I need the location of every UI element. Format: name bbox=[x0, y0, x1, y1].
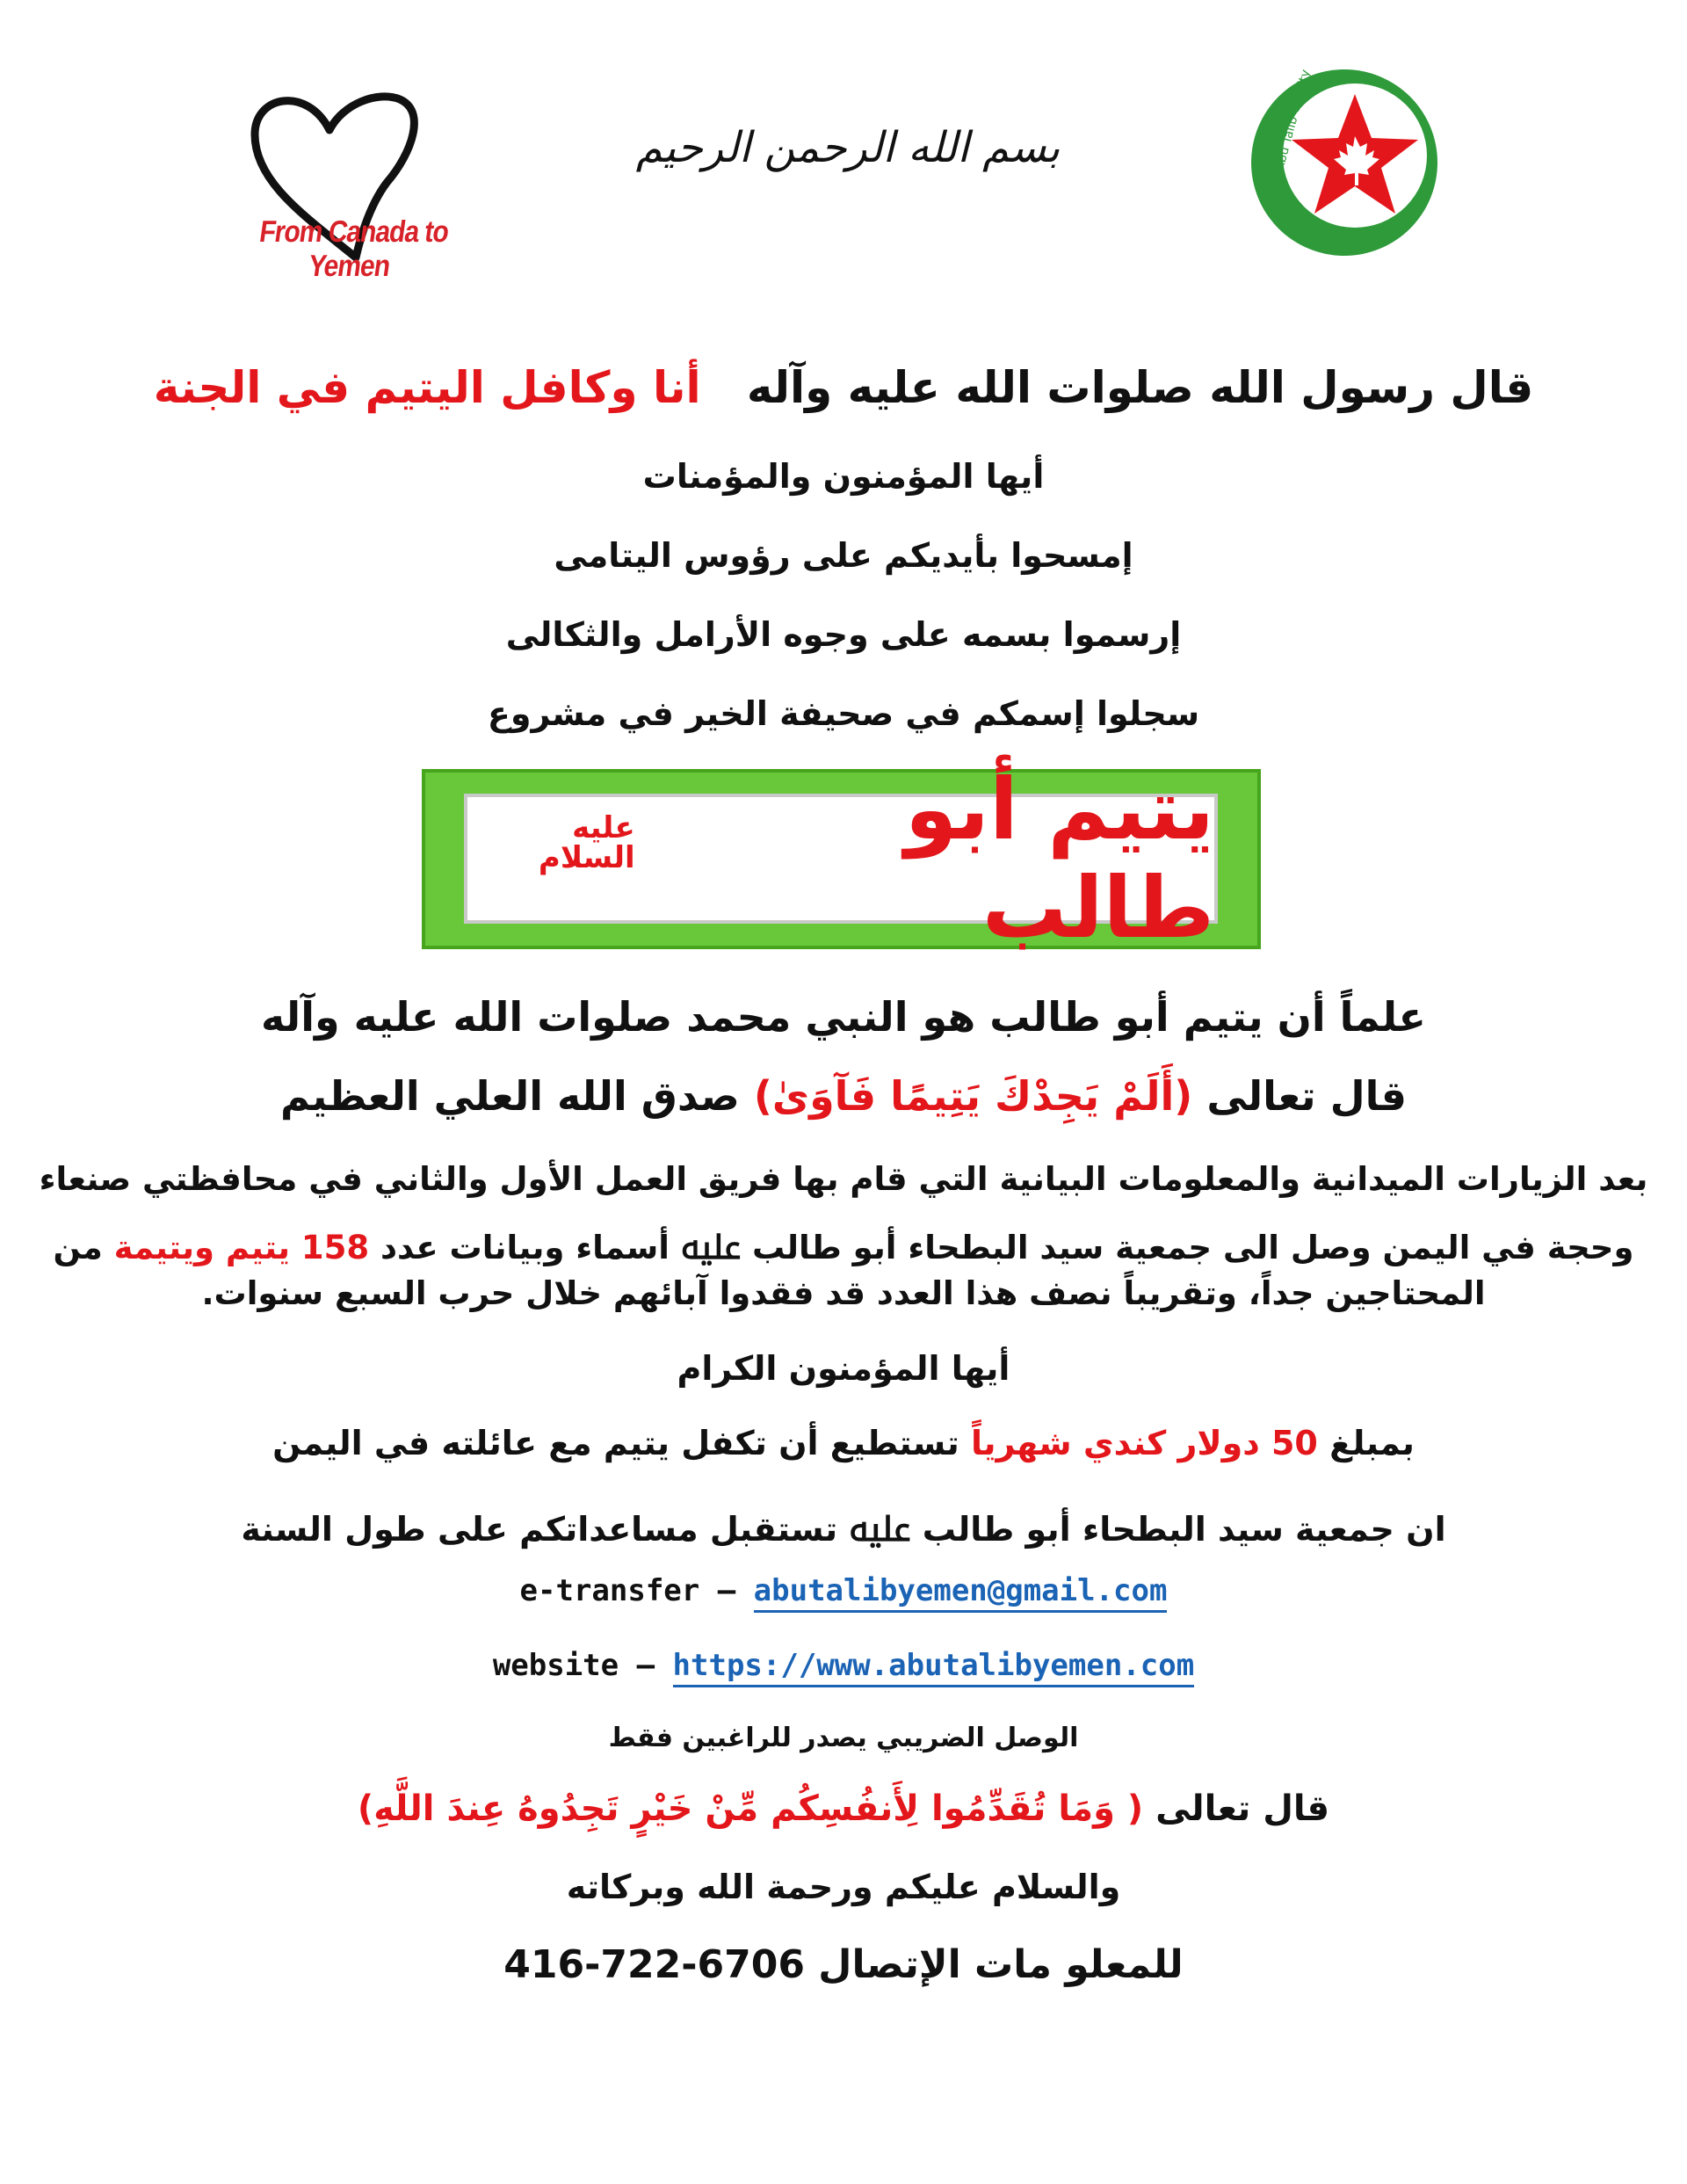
amount-value: 50 bbox=[1271, 1424, 1318, 1462]
project-banner bbox=[422, 760, 1261, 957]
hadith-line bbox=[0, 362, 1687, 413]
receipt-note: الوصل الضريبي يصدر للراغبين فقط bbox=[608, 1723, 1079, 1753]
note-line: علماً أن يتيم أبو طالب هو النبي محمد صلوات الله عليه وآله bbox=[261, 993, 1426, 1041]
intro-line-1: أيها المؤمنون والمؤمنات bbox=[642, 457, 1045, 496]
project-banner-title: يتيم أبو طالب bbox=[904, 760, 1214, 957]
body-line-3: المحتاجين جداً، وتقريباً نصف هذا العدد قد فقدوا آبائهم خلال حرب السبع سنوات. bbox=[201, 1274, 1486, 1312]
verse2-line bbox=[0, 1789, 1687, 1829]
amount-prefix: بمبلغ bbox=[1329, 1424, 1415, 1462]
amount-suffix: تستطيع أن تكفل يتيم مع عائلته في اليمن bbox=[272, 1424, 959, 1462]
verse-quote: (أَلَمْ يَجِدْكَ يَتِيمًا فَآوَىٰ) bbox=[753, 1072, 1193, 1120]
appeal-greeting: أيها المؤمنون الكرام bbox=[677, 1349, 1010, 1388]
hadith-prefix: قال رسول الله صلوات الله عليه وآله bbox=[746, 362, 1534, 413]
intro-line-2: إمسحوا بأيديكم على رؤوس اليتامى bbox=[554, 536, 1133, 575]
intro-line-4: سجلوا إسمكم في صحيفة الخير في مشروع bbox=[487, 694, 1200, 733]
verse-suffix: صدق الله العلي العظيم bbox=[279, 1072, 740, 1120]
etransfer-line bbox=[0, 1573, 1687, 1608]
project-banner-honorific: عليه السلام bbox=[538, 810, 635, 875]
amount-line bbox=[0, 1424, 1687, 1462]
amount-currency: دولار كندي شهرياً bbox=[970, 1424, 1260, 1462]
phone-label: للمعلو مات الإتصال bbox=[818, 1942, 1184, 1987]
phone-line bbox=[0, 1942, 1687, 1987]
orphan-count: 158 bbox=[300, 1229, 370, 1266]
body-line-2-part2: من bbox=[53, 1229, 103, 1266]
verse-prefix: قال تعالى bbox=[1206, 1072, 1408, 1120]
website-link[interactable]: https://www.abutalibyemen.com bbox=[673, 1648, 1195, 1687]
body-line-2 bbox=[0, 1217, 1687, 1279]
verse-line bbox=[0, 1072, 1687, 1120]
phone-number: 416-722-6706 bbox=[503, 1942, 805, 1987]
heart-caption: From Canada to Yemen bbox=[257, 214, 451, 283]
hadith-quote: أنا وكافل اليتيم في الجنة bbox=[153, 362, 701, 413]
seal-text: Abu Talib Charity bbox=[1272, 68, 1314, 173]
website-line bbox=[0, 1648, 1687, 1683]
orphan-label: يتيم ويتيمة bbox=[113, 1229, 290, 1266]
charity-seal-logo bbox=[1248, 66, 1441, 259]
body-line-1: بعد الزيارات الميدانية والمعلومات البيانية التي قام بها فريق العمل الأول والثاني في محافظتي صنعاء bbox=[39, 1160, 1648, 1198]
intro-line-3: إرسموا بسمه على وجوه الأرامل والثكالى bbox=[505, 615, 1182, 654]
basmala-calligraphy: بسم الله الرحمن الرحيم bbox=[635, 123, 1061, 172]
website-label: website – bbox=[492, 1648, 655, 1683]
body-line-2-part1: وحجة في اليمن وصل الى جمعية سيد البطحاء أبو طالب ﷷ أسماء وبيانات عدد bbox=[380, 1229, 1634, 1266]
verse2-prefix: قال تعالى bbox=[1155, 1789, 1330, 1829]
etransfer-label: e-transfer – bbox=[519, 1573, 736, 1608]
association-line: ان جمعية سيد البطحاء أبو طالب ﷷ تستقبل مساعداتكم على طول السنة bbox=[241, 1510, 1446, 1549]
salutation: والسلام عليكم ورحمة الله وبركاته bbox=[566, 1868, 1121, 1906]
etransfer-email-link[interactable]: abutalibyemen@gmail.com bbox=[754, 1573, 1168, 1613]
project-banner-panel bbox=[464, 760, 1218, 957]
verse2-quote: ( وَمَا تُقَدِّمُوا لِأَنفُسِكُم مِّنْ خَيْرٍ تَجِدُوهُ عِندَ اللَّهِ) bbox=[357, 1789, 1144, 1829]
